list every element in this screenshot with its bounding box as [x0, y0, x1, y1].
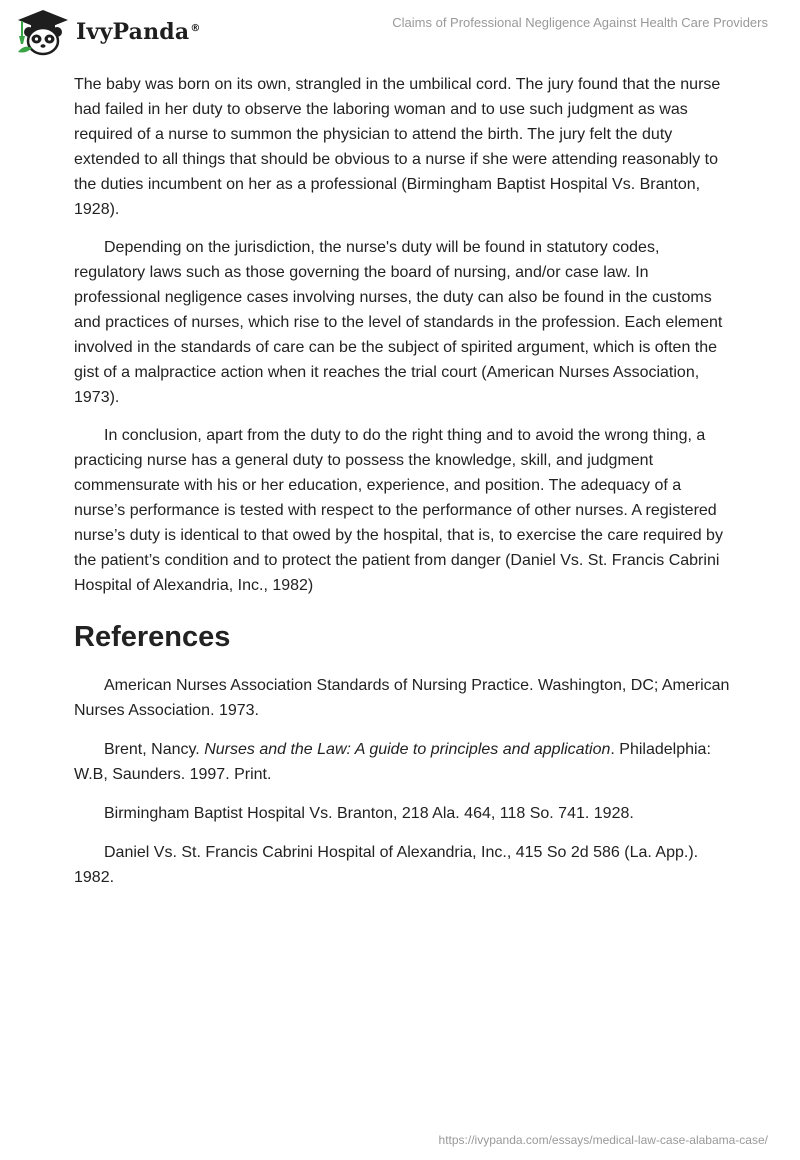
- references-heading: References: [74, 621, 231, 653]
- panda-graduate-icon: [14, 8, 72, 56]
- ivypanda-logo[interactable]: [14, 8, 201, 56]
- document-title: Claims of Professional Negligence Against Health Care Providers: [392, 15, 768, 30]
- article-content: [74, 72, 730, 904]
- body-paragraph-1: The baby was born on its own, strangled in the umbilical cord. The jury found that the nurse had failed in her duty to observe the laboring woman and to use such judgment as was required of a nurse to summon the physician to attend the birth. The jury felt the duty extended to all things that should be obvious to a nurse if she were attending reasonably to the duties incumbent on her as a professional (Birmingham Baptist Hospital Vs. Branton, 1928).: [74, 76, 721, 218]
- reference-item-2: [74, 737, 730, 787]
- page-header: [0, 0, 800, 64]
- source-url-link[interactable]: https://ivypanda.com/essays/medical-law-case-alabama-case/: [438, 1133, 768, 1147]
- reference-author: Brent, Nancy.: [104, 741, 205, 758]
- brand-name: IvyPanda®: [76, 19, 201, 45]
- reference-book-title: Nurses and the Law: A guide to principles and application: [204, 741, 611, 758]
- reference-item-1: American Nurses Association Standards of Nursing Practice. Washington, DC; American Nurses Association. 1973.: [74, 677, 730, 719]
- reference-item-3: Birmingham Baptist Hospital Vs. Branton, 218 Ala. 464, 118 So. 741. 1928.: [104, 805, 634, 822]
- reference-publisher: . Philadelphia: W.B, Saunders. 1997. Print.: [74, 741, 711, 783]
- body-paragraph-3: In conclusion, apart from the duty to do the right thing and to avoid the wrong thing, a practicing nurse has a general duty to possess the knowledge, skill, and judgment commensurate with his or her education, experience, and position. The adequacy of a nurse’s performance is tested with respect to the performance of other nurses. A registered nurse’s duty is identical to that owed by the hospital, that is, to exercise the care required by the patient’s condition and to protect the patient from danger (Daniel Vs. St. Francis Cabrini Hospital of Alexandria, Inc., 1982): [74, 427, 723, 594]
- reference-item-4: Daniel Vs. St. Francis Cabrini Hospital of Alexandria, Inc., 415 So 2d 586 (La. App.). 1982.: [74, 844, 699, 886]
- body-paragraph-2: Depending on the jurisdiction, the nurse's duty will be found in statutory codes, regulatory laws such as those governing the board of nursing, and/or case law. In professional negligence cases involving nurses, the duty can also be found in the customs and practices of nurses, which rise to the level of standards in the profession. Each element involved in the standards of care can be the subject of spirited argument, which is often the gist of a malpractice action when it reaches the trial court (American Nurses Association, 1973).: [74, 239, 723, 406]
